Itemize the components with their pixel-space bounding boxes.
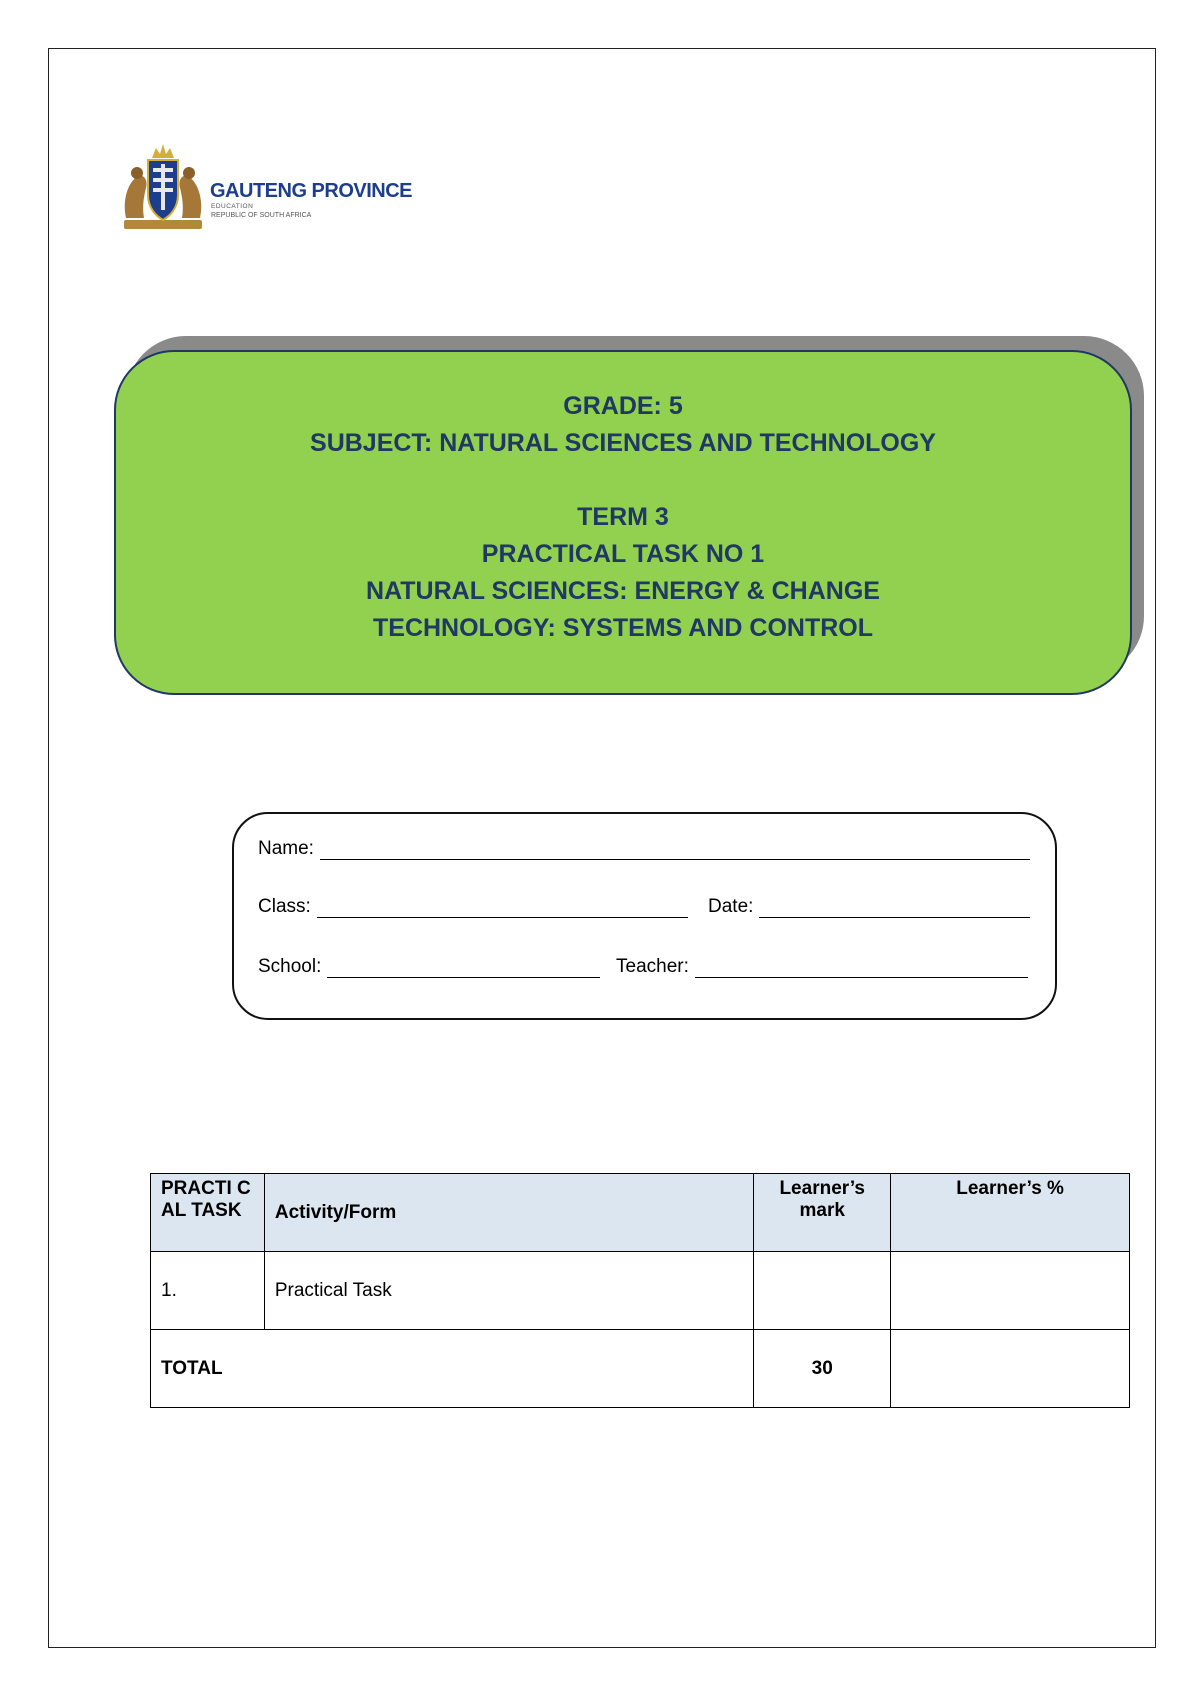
marks-table	[150, 1173, 1130, 1408]
school-teacher-row	[258, 955, 1025, 985]
school-line[interactable]	[327, 955, 600, 978]
row-percent-cell[interactable]	[891, 1252, 1130, 1330]
teacher-line[interactable]	[695, 955, 1028, 978]
row-number: 1.	[151, 1252, 265, 1330]
school-field[interactable]	[258, 955, 600, 978]
class-label: Class:	[258, 896, 311, 917]
total-label: TOTAL	[151, 1330, 754, 1408]
teacher-field[interactable]	[616, 955, 1028, 978]
natural-sciences-topic: NATURAL SCIENCES: ENERGY & CHANGE	[366, 577, 880, 605]
technology-topic: TECHNOLOGY: SYSTEMS AND CONTROL	[373, 614, 873, 642]
school-label: School:	[258, 956, 322, 977]
total-row	[151, 1330, 1130, 1408]
header-learners-percent: Learner’s %	[891, 1174, 1130, 1252]
class-line[interactable]	[317, 895, 688, 918]
class-date-row	[258, 895, 1025, 925]
name-label: Name:	[258, 838, 314, 859]
task-heading: PRACTICAL TASK NO 1	[481, 540, 765, 568]
title-box	[114, 350, 1132, 695]
class-field[interactable]	[258, 895, 688, 918]
grade-heading: GRADE: 5	[563, 392, 683, 420]
header-practical-task: PRACTI CAL TASK	[151, 1174, 265, 1252]
coat-of-arms-icon	[118, 140, 208, 235]
header-activity-form: Activity/Form	[264, 1174, 753, 1252]
total-mark: 30	[754, 1330, 891, 1408]
row-mark-cell[interactable]	[754, 1252, 891, 1330]
row-activity: Practical Task	[264, 1252, 753, 1330]
date-field[interactable]	[708, 895, 1030, 918]
header-learners-mark: Learner’s mark	[754, 1174, 891, 1252]
logo-title: GAUTENG PROVINCE	[210, 180, 413, 202]
total-percent-cell[interactable]	[891, 1330, 1130, 1408]
date-label: Date:	[708, 896, 754, 917]
date-line[interactable]	[759, 895, 1030, 918]
name-row	[258, 837, 1025, 867]
logo-subtitle-country: REPUBLIC OF SOUTH AFRICA	[211, 212, 312, 219]
gauteng-logo	[118, 140, 413, 240]
table-row	[151, 1252, 1130, 1330]
table-header-row	[151, 1174, 1130, 1252]
name-line[interactable]	[320, 837, 1030, 860]
subject-heading: SUBJECT: NATURAL SCIENCES AND TECHNOLOGY	[310, 429, 936, 457]
name-field[interactable]	[258, 837, 1030, 860]
teacher-label: Teacher:	[616, 956, 689, 977]
term-heading: TERM 3	[577, 503, 669, 531]
learner-info-box	[232, 812, 1057, 1020]
logo-subtitle-education: EDUCATION	[211, 203, 254, 210]
